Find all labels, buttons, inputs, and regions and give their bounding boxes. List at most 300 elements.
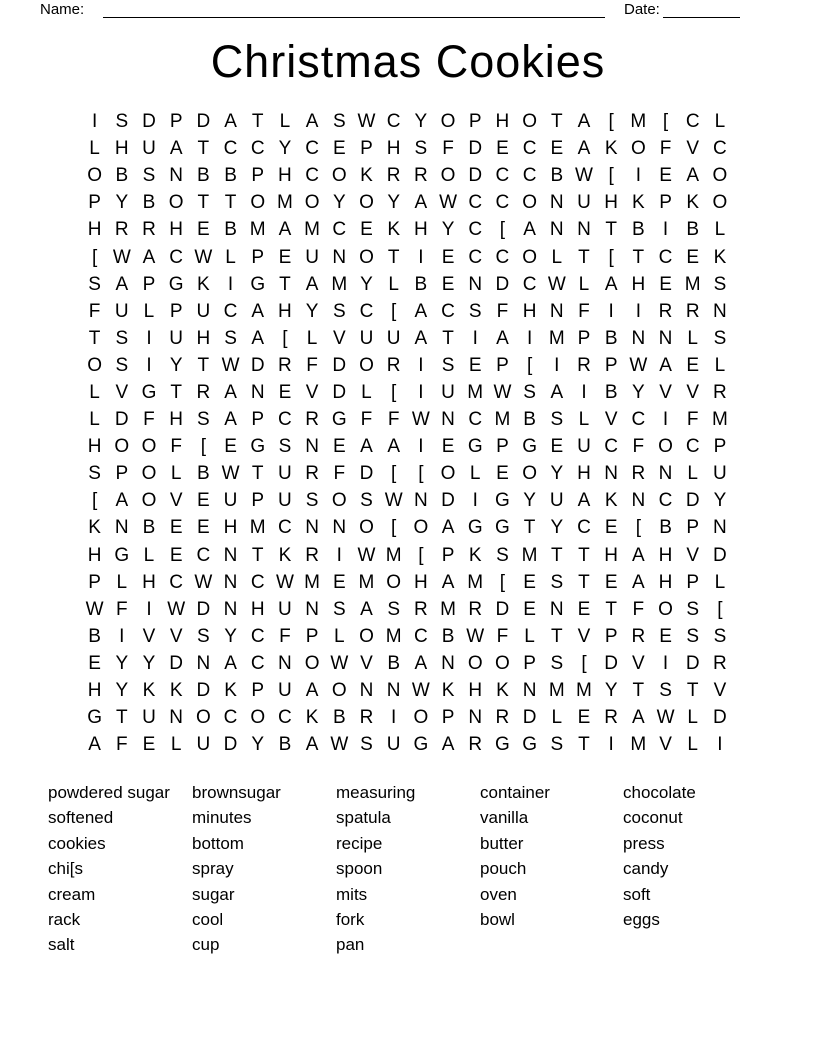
date-label: Date: [624, 1, 660, 18]
grid-cell: W [221, 463, 240, 485]
grid-cell: P [305, 625, 319, 647]
grid-cell: I [472, 327, 478, 349]
grid-cell: H [114, 138, 129, 160]
grid-cell: F [496, 625, 509, 647]
grid-cell: L [524, 625, 535, 647]
grid-cell: P [441, 707, 455, 729]
grid-cell: T [632, 680, 645, 702]
word-list-item: bowl [480, 910, 515, 930]
grid-cell: I [146, 354, 152, 376]
grid-cell: G [495, 490, 510, 512]
grid-cell: C [223, 138, 238, 160]
grid-cell: R [142, 219, 156, 241]
grid-cell: A [441, 734, 455, 756]
grid-cell: Y [387, 192, 400, 214]
grid-cell: S [360, 490, 373, 512]
grid-cell: M [630, 111, 647, 133]
grid-cell: A [577, 138, 591, 160]
grid-cell: R [359, 707, 374, 729]
grid-cell: H [87, 680, 102, 702]
grid-cell: N [468, 707, 483, 729]
grid-cell: S [197, 409, 210, 431]
grid-cell: C [278, 409, 292, 431]
grid-cell: P [496, 354, 509, 376]
grid-cell: I [91, 111, 98, 133]
grid-cell: V [142, 625, 156, 647]
grid-cell: B [604, 327, 618, 349]
grid-cell: G [495, 734, 510, 756]
grid-cell: W [167, 598, 186, 620]
grid-cell: [ [662, 111, 669, 133]
grid-cell: G [87, 707, 102, 729]
grid-cell: F [279, 625, 291, 647]
grid-cell: I [608, 300, 614, 322]
grid-cell: V [169, 490, 183, 512]
grid-cell: F [632, 436, 645, 458]
grid-cell: H [604, 544, 619, 566]
grid-cell: [ [391, 300, 397, 322]
grid-cell: M [440, 598, 456, 620]
grid-cell: Y [632, 381, 645, 403]
grid-cell: F [578, 300, 590, 322]
grid-cell: B [88, 625, 101, 647]
grid-cell: L [551, 246, 563, 268]
grid-cell: I [472, 490, 478, 512]
grid-cell: O [359, 517, 374, 539]
grid-cell: C [468, 219, 483, 241]
grid-cell: O [141, 436, 157, 458]
grid-cell: N [658, 463, 673, 485]
grid-cell: N [549, 219, 564, 241]
grid-cell: A [305, 680, 319, 702]
grid-cell: K [197, 273, 210, 295]
grid-cell: C [278, 517, 292, 539]
name-blank-line [103, 0, 605, 18]
grid-cell: H [169, 219, 184, 241]
word-list-item: oven [480, 884, 517, 904]
grid-cell: M [358, 571, 375, 593]
grid-cell: C [169, 246, 184, 268]
grid-cell: A [632, 544, 645, 566]
word-search-grid [81, 108, 734, 758]
grid-cell: E [686, 246, 700, 268]
grid-cell: C [713, 138, 727, 160]
grid-cell: P [360, 138, 373, 160]
grid-cell: A [169, 138, 183, 160]
grid-cell: U [114, 300, 129, 322]
grid-cell: B [659, 517, 672, 539]
grid-cell: R [413, 165, 428, 187]
grid-cell: K [713, 246, 727, 268]
grid-cell: U [713, 463, 727, 485]
grid-cell: H [87, 544, 102, 566]
grid-cell: M [467, 381, 484, 403]
grid-cell: S [686, 625, 700, 647]
grid-cell: P [169, 300, 183, 322]
grid-cell: L [578, 273, 590, 295]
grid-cell: K [142, 680, 156, 702]
grid-cell: O [87, 354, 102, 376]
word-list-item: bottom [192, 833, 244, 853]
grid-cell: W [194, 571, 213, 593]
grid-cell: N [223, 544, 238, 566]
grid-cell: Y [332, 192, 346, 214]
grid-cell: E [332, 138, 346, 160]
grid-cell: Y [550, 517, 564, 539]
grid-cell: A [115, 490, 129, 512]
grid-cell: G [413, 734, 429, 756]
grid-cell: K [278, 544, 292, 566]
grid-cell: I [662, 652, 669, 674]
grid-cell: [ [608, 165, 614, 187]
grid-cell: I [336, 544, 342, 566]
grid-cell: C [223, 707, 238, 729]
grid-cell: S [713, 327, 727, 349]
grid-cell: W [439, 192, 457, 214]
grid-cell: P [88, 192, 101, 214]
grid-cell: A [659, 354, 672, 376]
grid-cell: L [333, 625, 345, 647]
grid-cell: [ [608, 111, 614, 133]
grid-cell: W [575, 165, 593, 187]
grid-cell: I [418, 246, 424, 268]
word-list-item: sugar [192, 884, 235, 904]
grid-cell: L [361, 381, 372, 403]
grid-cell: S [550, 571, 564, 593]
grid-cell: P [577, 327, 591, 349]
grid-cell: L [116, 571, 128, 593]
grid-cell: N [577, 219, 591, 241]
grid-cell: R [278, 354, 292, 376]
grid-cell: N [332, 517, 347, 539]
grid-cell: C [468, 192, 483, 214]
grid-cell: P [251, 409, 265, 431]
grid-cell: F [632, 598, 645, 620]
grid-cell: P [88, 571, 101, 593]
word-list-item: spatula [336, 808, 391, 828]
grid-cell: H [87, 436, 102, 458]
grid-cell: B [115, 165, 129, 187]
grid-cell: U [577, 436, 591, 458]
grid-cell: T [605, 219, 617, 241]
grid-cell: T [170, 381, 182, 403]
grid-cell: Y [142, 652, 156, 674]
grid-cell: E [441, 273, 455, 295]
grid-cell: W [275, 571, 294, 593]
grid-cell: A [604, 273, 618, 295]
word-list-item: pan [336, 935, 365, 955]
grid-cell: U [278, 680, 292, 702]
grid-cell: P [468, 111, 482, 133]
grid-cell: B [414, 273, 428, 295]
grid-cell: Y [713, 490, 727, 512]
grid-cell: E [523, 571, 536, 593]
grid-cell: M [576, 680, 592, 702]
grid-cell: S [468, 300, 482, 322]
grid-cell: A [360, 436, 373, 458]
grid-cell: S [441, 354, 455, 376]
grid-cell: K [496, 680, 509, 702]
grid-cell: I [227, 273, 234, 295]
grid-cell: V [169, 625, 183, 647]
grid-cell: I [119, 625, 125, 647]
word-list-item: spoon [336, 859, 383, 879]
grid-cell: R [631, 625, 646, 647]
grid-cell: B [523, 409, 536, 431]
grid-cell: B [224, 165, 237, 187]
grid-cell: [ [581, 652, 587, 674]
grid-cell: R [658, 300, 673, 322]
grid-cell: W [466, 625, 485, 647]
grid-cell: L [714, 111, 726, 133]
grid-cell: M [304, 219, 320, 241]
grid-cell: E [142, 734, 156, 756]
grid-cell: W [112, 246, 131, 268]
grid-cell: U [196, 300, 211, 322]
grid-cell: O [195, 707, 211, 729]
grid-cell: T [197, 138, 210, 160]
grid-cell: W [221, 354, 240, 376]
grid-cell: C [332, 219, 347, 241]
grid-cell: K [224, 680, 237, 702]
grid-cell: E [523, 598, 536, 620]
grid-cell: S [550, 652, 564, 674]
grid-cell: P [604, 625, 618, 647]
grid-cell: O [630, 138, 646, 160]
grid-cell: S [197, 625, 210, 647]
grid-cell: N [278, 652, 292, 674]
grid-cell: D [142, 111, 156, 133]
grid-cell: R [305, 409, 319, 431]
grid-cell: H [495, 111, 510, 133]
grid-cell: N [658, 327, 673, 349]
grid-cell: D [685, 652, 700, 674]
grid-cell: H [413, 219, 428, 241]
grid-cell: A [577, 111, 591, 133]
grid-cell: B [441, 625, 455, 647]
grid-cell: C [577, 517, 591, 539]
grid-cell: G [331, 409, 347, 431]
grid-cell: H [413, 571, 428, 593]
grid-cell: F [88, 300, 101, 322]
grid-cell: S [360, 734, 373, 756]
word-list-item: mits [336, 884, 368, 904]
grid-cell: L [388, 273, 399, 295]
grid-cell: A [305, 734, 319, 756]
grid-cell: Y [115, 680, 129, 702]
grid-cell: G [522, 734, 537, 756]
grid-cell: E [604, 517, 618, 539]
grid-cell: C [631, 409, 646, 431]
word-list-column [480, 780, 550, 932]
grid-cell: L [170, 463, 182, 485]
grid-cell: V [360, 652, 373, 674]
grid-cell: L [687, 463, 698, 485]
grid-cell: V [686, 544, 700, 566]
grid-cell: C [169, 571, 184, 593]
grid-cell: B [197, 165, 210, 187]
word-list-item: coconut [623, 808, 683, 828]
grid-cell: D [169, 652, 184, 674]
grid-cell: M [467, 571, 484, 593]
grid-cell: E [686, 354, 700, 376]
grid-cell: K [604, 138, 618, 160]
grid-cell: B [278, 734, 292, 756]
grid-cell: W [85, 598, 104, 620]
grid-cell: C [495, 165, 510, 187]
grid-cell: N [604, 463, 619, 485]
grid-cell: O [114, 436, 130, 458]
grid-cell: Y [115, 192, 129, 214]
grid-cell: O [331, 165, 347, 187]
grid-cell: C [250, 625, 265, 647]
word-list-item: butter [480, 833, 524, 853]
grid-cell: C [658, 246, 673, 268]
word-list-item: cookies [48, 833, 106, 853]
grid-cell: K [686, 192, 700, 214]
grid-cell: C [522, 273, 537, 295]
grid-cell: R [631, 463, 646, 485]
word-list-item: brownsugar [192, 783, 281, 802]
grid-cell: T [550, 111, 563, 133]
grid-cell: O [467, 652, 483, 674]
grid-cell: R [386, 165, 401, 187]
grid-cell: U [142, 707, 156, 729]
grid-cell: D [250, 354, 265, 376]
grid-cell: T [550, 625, 563, 647]
grid-cell: R [305, 463, 319, 485]
grid-cell: [ [717, 598, 723, 620]
grid-cell: O [168, 192, 184, 214]
grid-cell: I [581, 381, 587, 403]
grid-cell: F [442, 138, 454, 160]
grid-cell: H [250, 598, 265, 620]
grid-cell: N [250, 381, 265, 403]
grid-cell: W [411, 409, 430, 431]
grid-cell: B [332, 707, 346, 729]
grid-cell: T [632, 246, 645, 268]
grid-cell: U [278, 490, 292, 512]
grid-cell: R [196, 381, 211, 403]
grid-cell: T [251, 463, 264, 485]
grid-cell: S [550, 409, 564, 431]
grid-cell: R [305, 544, 319, 566]
grid-cell: E [332, 571, 346, 593]
page-title: Christmas Cookies [210, 36, 606, 87]
grid-cell: E [577, 598, 591, 620]
grid-cell: O [495, 652, 510, 674]
grid-cell: S [332, 300, 346, 322]
grid-cell: L [687, 707, 698, 729]
grid-cell: M [494, 409, 511, 431]
grid-cell: M [331, 273, 348, 295]
grid-cell: L [89, 138, 100, 160]
grid-cell: E [88, 652, 101, 674]
grid-cell: R [468, 598, 483, 620]
grid-cell: U [169, 327, 184, 349]
grid-cell: S [115, 111, 129, 133]
grid-cell: K [468, 544, 482, 566]
grid-cell: Y [441, 219, 455, 241]
grid-cell: E [604, 571, 618, 593]
grid-cell: G [114, 544, 130, 566]
grid-cell: L [279, 111, 291, 133]
grid-cell: U [305, 246, 319, 268]
grid-cell: S [278, 436, 292, 458]
grid-cell: Y [523, 490, 536, 512]
grid-cell: U [196, 734, 211, 756]
grid-cell: V [659, 734, 672, 756]
grid-cell: I [662, 219, 669, 241]
grid-cell: S [115, 354, 129, 376]
grid-cell: F [333, 463, 346, 485]
grid-cell: N [223, 571, 238, 593]
word-list-item: candy [623, 859, 669, 879]
grid-cell: P [251, 246, 265, 268]
grid-cell: C [413, 625, 428, 647]
grid-cell: U [223, 490, 238, 512]
grid-cell: R [386, 354, 401, 376]
grid-cell: A [115, 273, 129, 295]
grid-cell: R [495, 707, 510, 729]
grid-cell: [ [391, 517, 397, 539]
grid-cell: P [496, 436, 509, 458]
grid-cell: O [522, 463, 537, 485]
grid-cell: V [577, 625, 591, 647]
grid-cell: V [632, 652, 645, 674]
grid-cell: D [604, 652, 619, 674]
grid-cell: H [468, 680, 483, 702]
grid-cell: C [685, 436, 700, 458]
grid-cell: H [386, 138, 401, 160]
grid-cell: C [250, 652, 265, 674]
grid-cell: V [305, 381, 319, 403]
grid-cell: E [550, 436, 564, 458]
grid-cell: A [360, 598, 373, 620]
grid-cell: L [89, 381, 100, 403]
word-list-column [192, 780, 281, 958]
grid-cell: A [414, 327, 428, 349]
grid-cell: D [332, 381, 347, 403]
grid-cell: C [196, 544, 211, 566]
word-list-item: rack [48, 910, 81, 930]
grid-cell: B [604, 381, 618, 403]
word-list-item: fork [336, 910, 365, 930]
grid-cell: O [331, 680, 347, 702]
grid-cell: A [632, 571, 645, 593]
grid-cell: L [578, 409, 590, 431]
grid-cell: N [169, 165, 184, 187]
word-list-item: spray [192, 859, 234, 879]
grid-cell: A [577, 490, 591, 512]
grid-cell: C [386, 111, 401, 133]
grid-cell: H [577, 463, 591, 485]
grid-cell: T [115, 707, 128, 729]
grid-cell: G [250, 436, 266, 458]
grid-cell: T [578, 544, 590, 566]
word-list-item: container [480, 783, 550, 802]
grid-cell: C [522, 138, 537, 160]
name-label: Name: [40, 1, 85, 18]
grid-cell: Y [414, 111, 428, 133]
grid-cell: I [635, 165, 641, 187]
grid-cell: O [141, 490, 157, 512]
grid-cell: S [142, 165, 156, 187]
grid-cell: S [414, 138, 428, 160]
word-list-column [623, 780, 696, 932]
grid-cell: [ [91, 246, 98, 268]
grid-cell: E [197, 517, 210, 539]
